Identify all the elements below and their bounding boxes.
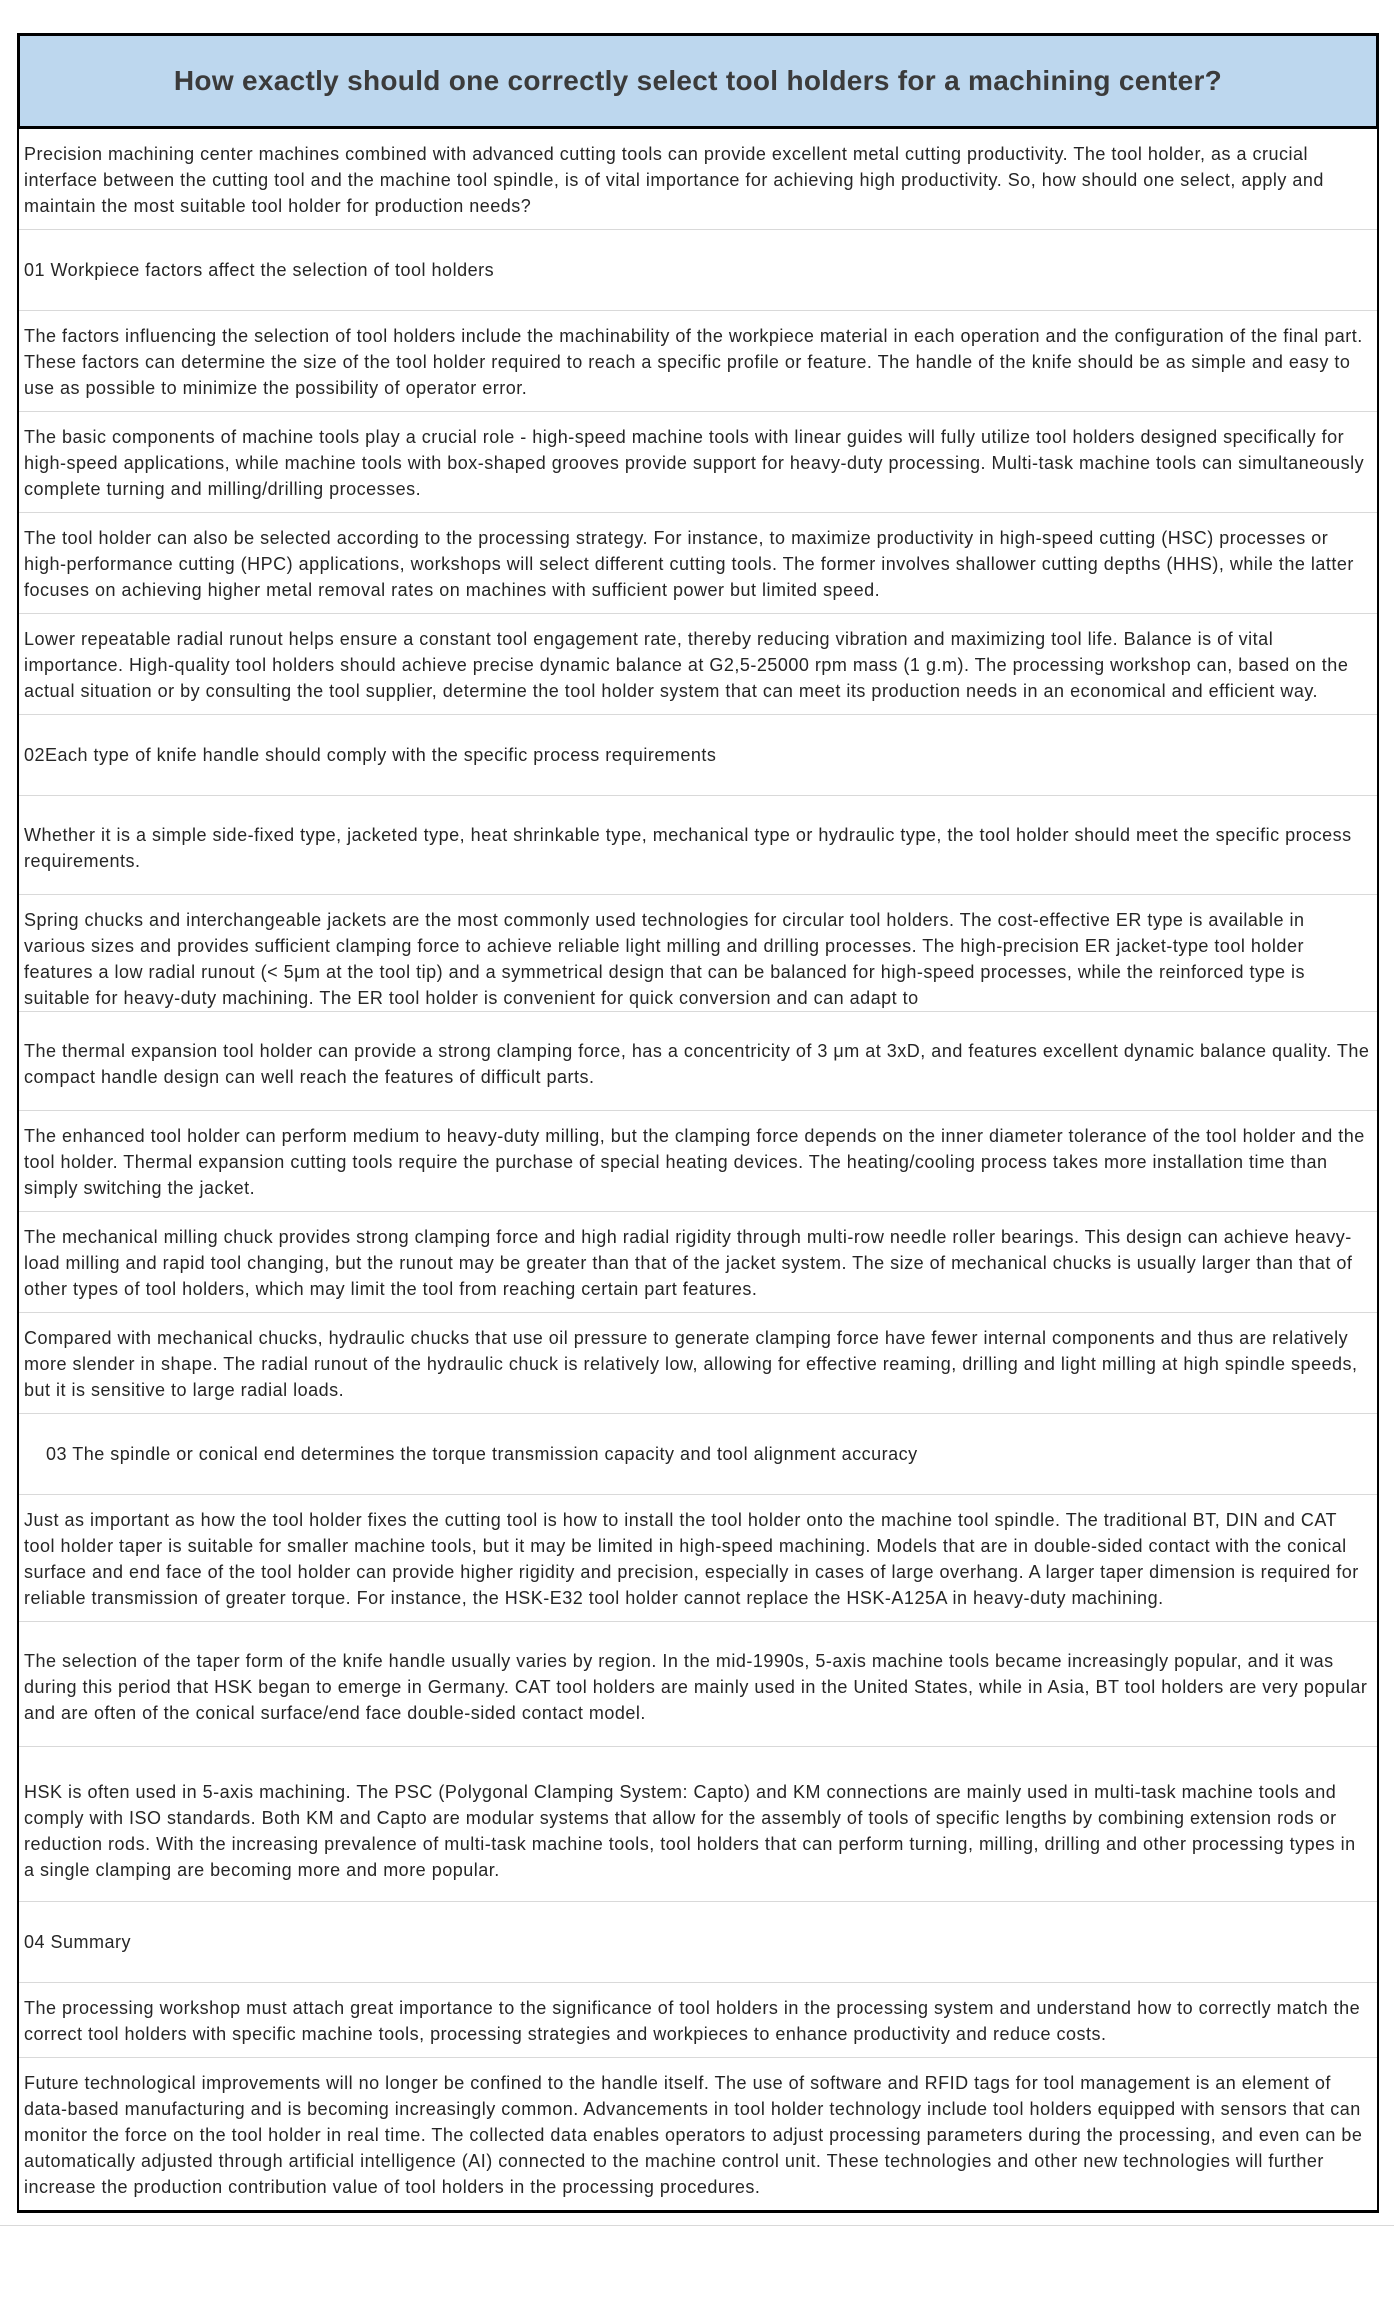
article-body bbox=[17, 129, 1379, 2213]
section-heading-row bbox=[19, 229, 1377, 310]
title-banner bbox=[17, 33, 1379, 129]
paragraph-text: The basic components of machine tools play a crucial role - high-speed machine tools with linear guides will fully utilize tool holders designed specifically for high-speed applications, while machine tools with box-shaped grooves provide support for heavy-duty processing. Multi-task machine tools can simultaneously complete turning and milling/drilling processes. bbox=[24, 427, 1370, 499]
paragraph-text: Whether it is a simple side-fixed type, jacketed type, heat shrinkable type, mechanical type or hydraulic type, the tool holder should meet the specific process requirements. bbox=[24, 825, 1358, 871]
paragraph-row bbox=[19, 1621, 1377, 1746]
paragraph-text: The factors influencing the selection of tool holders include the machinability of the workpiece material in each operation and the configuration of the final part. These factors can determine the size of the tool holder required to reach a specific profile or feature. The handle of the knife should be as simple and easy to use as possible to minimize the possibility of operator error. bbox=[24, 326, 1368, 398]
paragraph-row bbox=[19, 1011, 1377, 1110]
paragraph-text: The thermal expansion tool holder can provide a strong clamping force, has a concentricity of 3 μm at 3xD, and features excellent dynamic balance quality. The compact handle design can well reach the features of difficult parts. bbox=[24, 1041, 1375, 1087]
paragraph-text: The enhanced tool holder can perform medium to heavy-duty milling, but the clamping force depends on the inner diameter tolerance of the tool holder and the tool holder. Thermal expansion cutting tools require the purchase of special heating devices. The heating/cooling process takes more installation time than simply switching the jacket. bbox=[24, 1126, 1371, 1198]
paragraph-text: Just as important as how the tool holder fixes the cutting tool is how to install the tool holder onto the machine tool spindle. The traditional BT, DIN and CAT tool holder taper is suitable for smaller machine tools, but it may be limited in high-speed machining. Models that are in double-sided contact with the conical surface and end face of the tool holder can provide higher rigidity and precision, especially in cases of large overhang. A larger taper dimension is required for reliable transmission of greater torque. For instance, the HSK-E32 tool holder cannot replace the HSK-A125A in heavy-duty machining. bbox=[24, 1510, 1365, 1608]
paragraph-row bbox=[19, 310, 1377, 411]
section-heading-text: 04 Summary bbox=[24, 1932, 132, 1952]
paragraph-text: Spring chucks and interchangeable jackets are the most commonly used technologies for circular tool holders. The cost-effective ER type is available in various sizes and provides sufficient clamping force to achieve reliable light milling and drilling processes. The high-precision ER jacket-type tool holder features a low radial runout (< 5μm at the tool tip) and a symmetrical design that can be balanced for high-speed processes, while the reinforced type is suitable for heavy-duty machining. The ER tool holder is convenient for quick conversion and can adapt to bbox=[24, 910, 1311, 1008]
paragraph-row bbox=[19, 795, 1377, 894]
section-heading-row bbox=[19, 1901, 1377, 1982]
paragraph-row bbox=[19, 2057, 1377, 2210]
paragraph-row bbox=[19, 129, 1377, 229]
section-heading-text: 01 Workpiece factors affect the selection of tool holders bbox=[24, 260, 495, 280]
paragraph-row bbox=[19, 1211, 1377, 1312]
paragraph-row bbox=[19, 411, 1377, 512]
document-frame bbox=[17, 33, 1379, 2213]
paragraph-text: Compared with mechanical chucks, hydraulic chucks that use oil pressure to generate clamping force have fewer internal components and thus are relatively more slender in shape. The radial runout of the hydraulic chuck is relatively low, allowing for effective reaming, drilling and light milling at high spindle speeds, but it is sensitive to large radial loads. bbox=[24, 1328, 1364, 1400]
page-title: How exactly should one correctly select tool holders for a machining center? bbox=[173, 65, 1223, 96]
paragraph-text: The processing workshop must attach great importance to the significance of tool holders in the processing system and understand how to correctly match the correct tool holders with specific machine tools, processing strategies and workpieces to enhance productivity and reduce costs. bbox=[24, 1998, 1366, 2044]
section-heading-text: 03 The spindle or conical end determines the torque transmission capacity and tool alignment accuracy bbox=[24, 1444, 918, 1464]
paragraph-text: The mechanical milling chuck provides strong clamping force and high radial rigidity through multi-row needle roller bearings. This design can achieve heavy-load milling and rapid tool changing, but the runout may be greater than that of the jacket system. The size of mechanical chucks is usually larger than that of other types of tool holders, which may limit the tool from reaching certain part features. bbox=[24, 1227, 1358, 1299]
paragraph-row bbox=[19, 613, 1377, 714]
section-heading-text: 02Each type of knife handle should comply with the specific process requirements bbox=[24, 745, 717, 765]
paragraph-row bbox=[19, 1982, 1377, 2057]
paragraph-text: The selection of the taper form of the knife handle usually varies by region. In the mid-1990s, 5-axis machine tools became increasingly popular, and it was during this period that HSK began to emerge in Germany. CAT tool holders are mainly used in the United States, while in Asia, BT tool holders are very popular and are often of the conical surface/end face double-sided contact model. bbox=[24, 1651, 1373, 1723]
paragraph-row bbox=[19, 1494, 1377, 1621]
paragraph-text: Future technological improvements will no longer be confined to the handle itself. The use of software and RFID tags for tool management is an element of data-based manufacturing and is becoming increasingly common. Advancements in tool holder technology include tool holders equipped with sensors that can monitor the force on the tool holder in real time. The collected data enables operators to adjust processing parameters during the processing, and even can be automatically adjusted through artificial intelligence (AI) connected to the machine control unit. These technologies and other new technologies will further increase the production contribution value of tool holders in the processing procedures. bbox=[24, 2073, 1368, 2197]
paragraph-text: Lower repeatable radial runout helps ensure a constant tool engagement rate, thereby reducing vibration and maximizing tool life. Balance is of vital importance. High-quality tool holders should achieve precise dynamic balance at G2,5-25000 rpm mass (1 g.m). The processing workshop can, based on the actual situation or by consulting the tool supplier, determine the tool holder system that can meet its production needs in an economical and efficient way. bbox=[24, 629, 1354, 701]
paragraph-text: The tool holder can also be selected according to the processing strategy. For instance, to maximize productivity in high-speed cutting (HSC) processes or high-performance cutting (HPC) applications, workshops will select different cutting tools. The former involves shallower cutting depths (HHS), while the latter focuses on achieving higher metal removal rates on machines with sufficient power but limited speed. bbox=[24, 528, 1360, 600]
paragraph-row bbox=[19, 1110, 1377, 1211]
paragraph-row bbox=[19, 894, 1377, 1011]
section-heading-row bbox=[19, 1413, 1377, 1494]
paragraph-row bbox=[19, 1312, 1377, 1413]
paragraph-text: HSK is often used in 5-axis machining. The PSC (Polygonal Clamping System: Capto) and KM connections are mainly used in multi-task machine tools and comply with ISO standards. Both KM and Capto are modular systems that allow for the assembly of tools of specific lengths by combining extension rods or reduction rods. With the increasing prevalence of multi-task machine tools, tool holders that can perform turning, milling, drilling and other processing types in a single clamping are becoming more and more popular. bbox=[24, 1782, 1362, 1880]
paragraph-text: Precision machining center machines combined with advanced cutting tools can provide excellent metal cutting productivity. The tool holder, as a crucial interface between the cutting tool and the machine tool spindle, is of vital importance for achieving high productivity. So, how should one select, apply and maintain the most suitable tool holder for production needs? bbox=[24, 144, 1330, 216]
page-bottom-divider bbox=[0, 2225, 1394, 2226]
section-heading-row bbox=[19, 714, 1377, 795]
paragraph-row bbox=[19, 1746, 1377, 1901]
paragraph-row bbox=[19, 512, 1377, 613]
